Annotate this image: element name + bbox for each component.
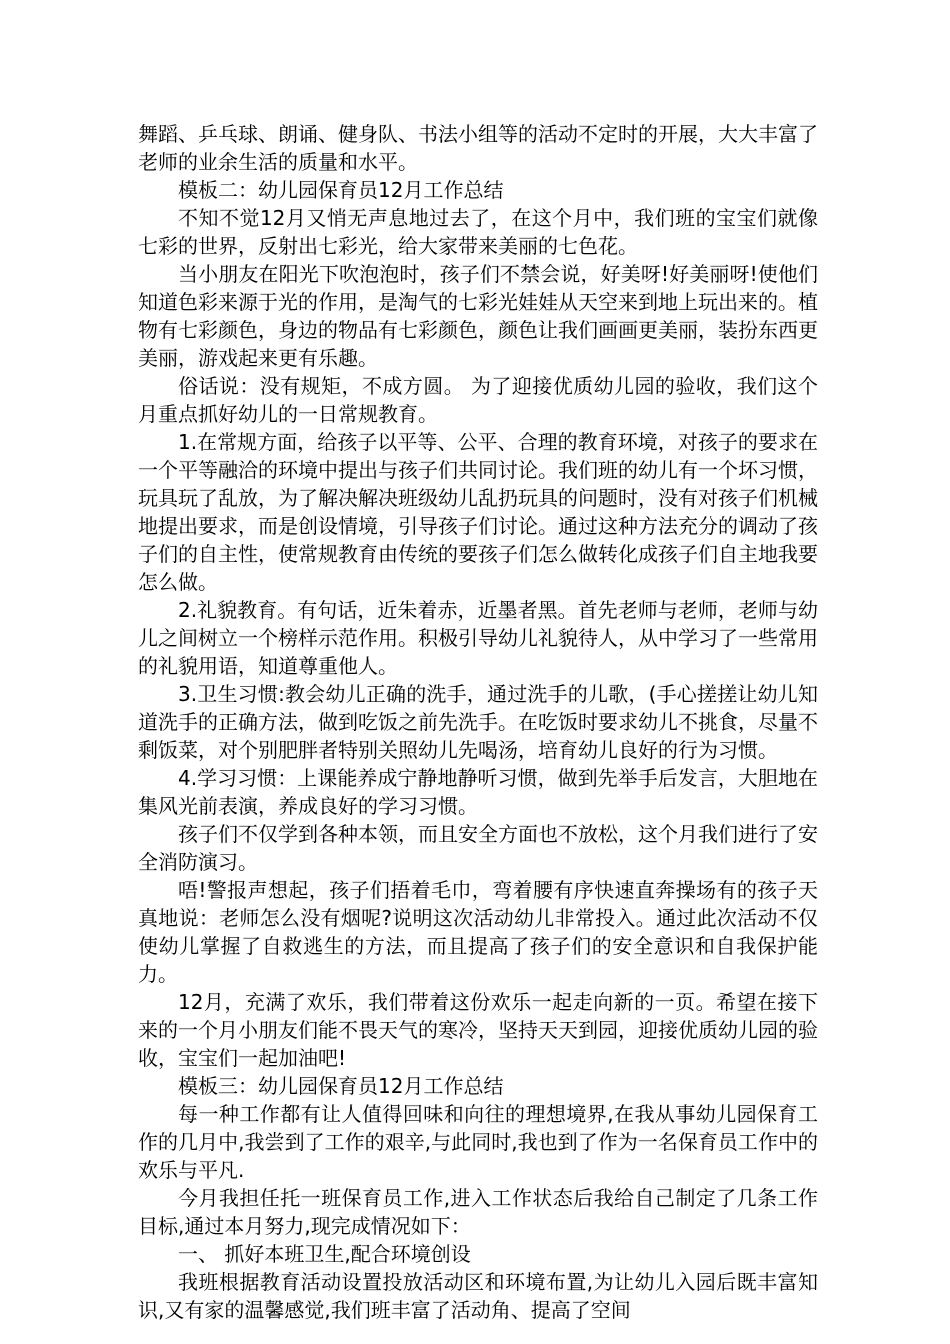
paragraph: 舞蹈、乒乓球、朗诵、健身队、书法小组等的活动不定时的开展，大大丰富了老师的业余生活的质量和水平。 bbox=[138, 122, 818, 174]
section-heading-template-2: 模板二：幼儿园保育员12月工作总结 bbox=[178, 178, 504, 202]
paragraph: 唔!警报声想起，孩子们捂着毛巾，弯着腰有序快速直奔操场有的孩子天真地说：老师怎么没有烟呢?说明这次活动幼儿非常投入。通过此次活动不仅使幼儿掌握了自救逃生的方法，而且提高了孩子们的安全意识和自我保护能力。 bbox=[138, 878, 818, 986]
paragraph: 孩子们不仅学到各种本领，而且安全方面也不放松，这个月我们进行了安全消防演习。 bbox=[138, 822, 818, 874]
paragraph: 12月，充满了欢乐，我们带着这份欢乐一起走向新的一页。希望在接下来的一个月小朋友们能不畏天气的寒冷，坚持天天到园，迎接优质幼儿园的验收，宝宝们一起加油吧! bbox=[138, 990, 818, 1070]
list-item-study: 4.学习习惯：上课能养成宁静地静听习惯，做到先举手后发言，大胆地在集风光前表演，养成良好的学习习惯。 bbox=[138, 766, 818, 818]
paragraph: 今月我担任托一班保育员工作,进入工作状态后我给自己制定了几条工作目标,通过本月努力,现完成情况如下： bbox=[138, 1186, 818, 1238]
paragraph: 不知不觉12月又悄无声息地过去了，在这个月中，我们班的宝宝们就像七彩的世界，反射出七彩光，给大家带来美丽的七色花。 bbox=[138, 206, 818, 258]
section-heading-template-3: 模板三：幼儿园保育员12月工作总结 bbox=[178, 1074, 504, 1098]
list-item-routine: 1.在常规方面，给孩子以平等、公平、合理的教育环境，对孩子的要求在一个平等融洽的环境中提出与孩子们共同讨论。我们班的幼儿有一个坏习惯，玩具玩了乱放，为了解决解决班级幼儿乱扔玩具的问题时，没有对孩子们机械地提出要求，而是创设情境，引导孩子们讨论。通过这种方法充分的调动了孩子们的自主性，使常规教育由传统的要孩子们怎么做转化成孩子们自主地我要怎么做。 bbox=[138, 430, 818, 594]
paragraph: 俗话说：没有规矩，不成方圆。 为了迎接优质幼儿园的验收，我们这个月重点抓好幼儿的一日常规教育。 bbox=[138, 374, 818, 426]
list-item-manners: 2.礼貌教育。有句话，近朱着赤，近墨者黑。首先老师与老师，老师与幼儿之间树立一个榜样示范作用。积极引导幼儿礼貌待人，从中学习了一些常用的礼貌用语，知道尊重他人。 bbox=[138, 598, 818, 678]
document-body bbox=[138, 120, 818, 1324]
paragraph: 我班根据教育活动设置投放活动区和环境布置,为让幼儿入园后既丰富知识,又有家的温馨感觉,我们班丰富了活动角、提高了空间 bbox=[138, 1270, 818, 1322]
list-item-hygiene: 3.卫生习惯:教会幼儿正确的洗手，通过洗手的儿歌，(手心搓搓让幼儿知道洗手的正确方法，做到吃饭之前先洗手。在吃饭时要求幼儿不挑食，尽量不剩饭菜，对个别肥胖者特别关照幼儿先喝汤，培育幼儿良好的行为习惯。 bbox=[138, 682, 818, 762]
subheading: 一、 抓好本班卫生,配合环境创设 bbox=[178, 1242, 471, 1266]
paragraph: 当小朋友在阳光下吹泡泡时，孩子们不禁会说，好美呀!好美丽呀!使他们知道色彩来源于光的作用，是淘气的七彩光娃娃从天空来到地上玩出来的。植物有七彩颜色，身边的物品有七彩颜色，颜色让我们画画更美丽，装扮东西更美丽，游戏起来更有乐趣。 bbox=[138, 262, 818, 370]
paragraph: 每一种工作都有让人值得回味和向往的理想境界,在我从事幼儿园保育工作的几月中,我尝到了工作的艰辛,与此同时,我也到了作为一名保育员工作中的欢乐与平凡. bbox=[138, 1102, 818, 1182]
